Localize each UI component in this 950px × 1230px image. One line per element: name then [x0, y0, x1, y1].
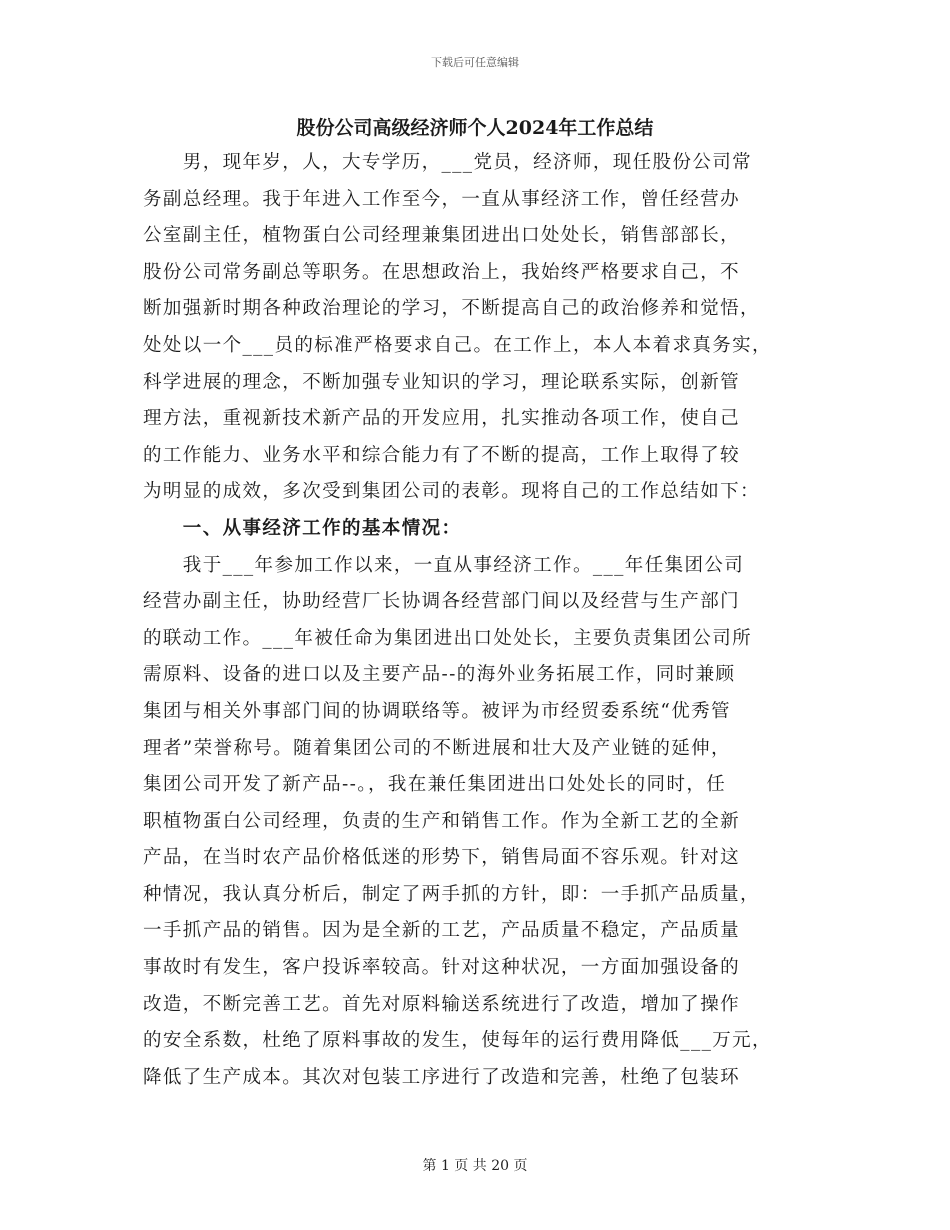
body-line: 务副总经理。我于年进入工作至今，一直从事经济工作，曾任经营办 — [143, 188, 741, 210]
header-note: 下载后可任意编辑 — [431, 56, 519, 69]
body-line: 集团与相关外事部门间的协调联络等。被评为市经贸委系统“优秀管 — [143, 700, 731, 722]
body-line: 降低了生产成本。其次对包装工序进行了改造和完善，杜绝了包装环 — [143, 1066, 741, 1088]
body-line: 男，现年岁，人，大专学历，___党员，经济师，现任股份公司常 — [143, 152, 753, 173]
body-line: 理者”荣誉称号。随着集团公司的不断进展和壮大及产业链的延伸， — [143, 737, 731, 759]
body-line: 科学进展的理念，不断加强专业知识的学习，理论联系实际，创新管 — [143, 371, 741, 393]
body-line: 断加强新时期各种政治理论的学习，不断提高自己的政治修养和觉悟， — [143, 298, 760, 320]
body-line: 集团公司开发了新产品--。，我在兼任集团进出口处处长的同时，任 — [143, 774, 727, 796]
body-line: 为明显的成效，多次受到集团公司的表彰。现将自己的工作总结如下： — [143, 481, 760, 503]
document-title: 股份公司高级经济师个人2024年工作总结 — [296, 117, 654, 139]
body-line: 事故时有发生，客户投诉率较高。针对这种状况，一方面加强设备的 — [143, 957, 741, 979]
page-number: 第 1 页 共 20 页 — [422, 1158, 528, 1174]
body-line: 处处以一个___员的标准严格要求自己。在工作上，本人本着求真务实， — [143, 334, 772, 356]
body-line: 公室副主任，植物蛋白公司经理兼集团进出口处处长，销售部部长， — [143, 225, 741, 247]
body-line: 我于___年参加工作以来，一直从事经济工作。___年任集团公司 — [143, 554, 745, 576]
section-heading: 一、从事经济工作的基本情况： — [143, 517, 462, 539]
body-line: 股份公司常务副总等职务。在思想政治上，我始终严格要求自己，不 — [143, 261, 741, 283]
body-line: 职植物蛋白公司经理，负责的生产和销售工作。作为全新工艺的全新 — [143, 810, 741, 832]
body-text — [143, 150, 823, 1101]
body-line: 一手抓产品的销售。因为是全新的工艺，产品质量不稳定，产品质量 — [143, 920, 741, 942]
body-line: 产品，在当时农产品价格低迷的形势下，销售局面不容乐观。针对这 — [143, 847, 741, 869]
body-line: 改造，不断完善工艺。首先对原料输送系统进行了改造，增加了操作 — [143, 993, 741, 1015]
body-line: 经营办副主任，协助经营厂长协调各经营部门间以及经营与生产部门 — [143, 591, 741, 613]
body-line: 理方法，重视新技术新产品的开发应用，扎实推动各项工作，使自己 — [143, 408, 741, 430]
body-line: 的联动工作。___年被任命为集团进出口处处长，主要负责集团公司所 — [143, 627, 753, 649]
body-line: 的安全系数，杜绝了原料事故的发生，使每年的运行费用降低___万元， — [143, 1030, 772, 1052]
body-line: 需原料、设备的进口以及主要产品--的海外业务拓展工作，同时兼顾 — [143, 664, 736, 686]
body-line: 的工作能力、业务水平和综合能力有了不断的提高，工作上取得了较 — [143, 444, 741, 466]
body-line: 种情况，我认真分析后，制定了两手抓的方针，即：一手抓产品质量， — [143, 883, 760, 905]
